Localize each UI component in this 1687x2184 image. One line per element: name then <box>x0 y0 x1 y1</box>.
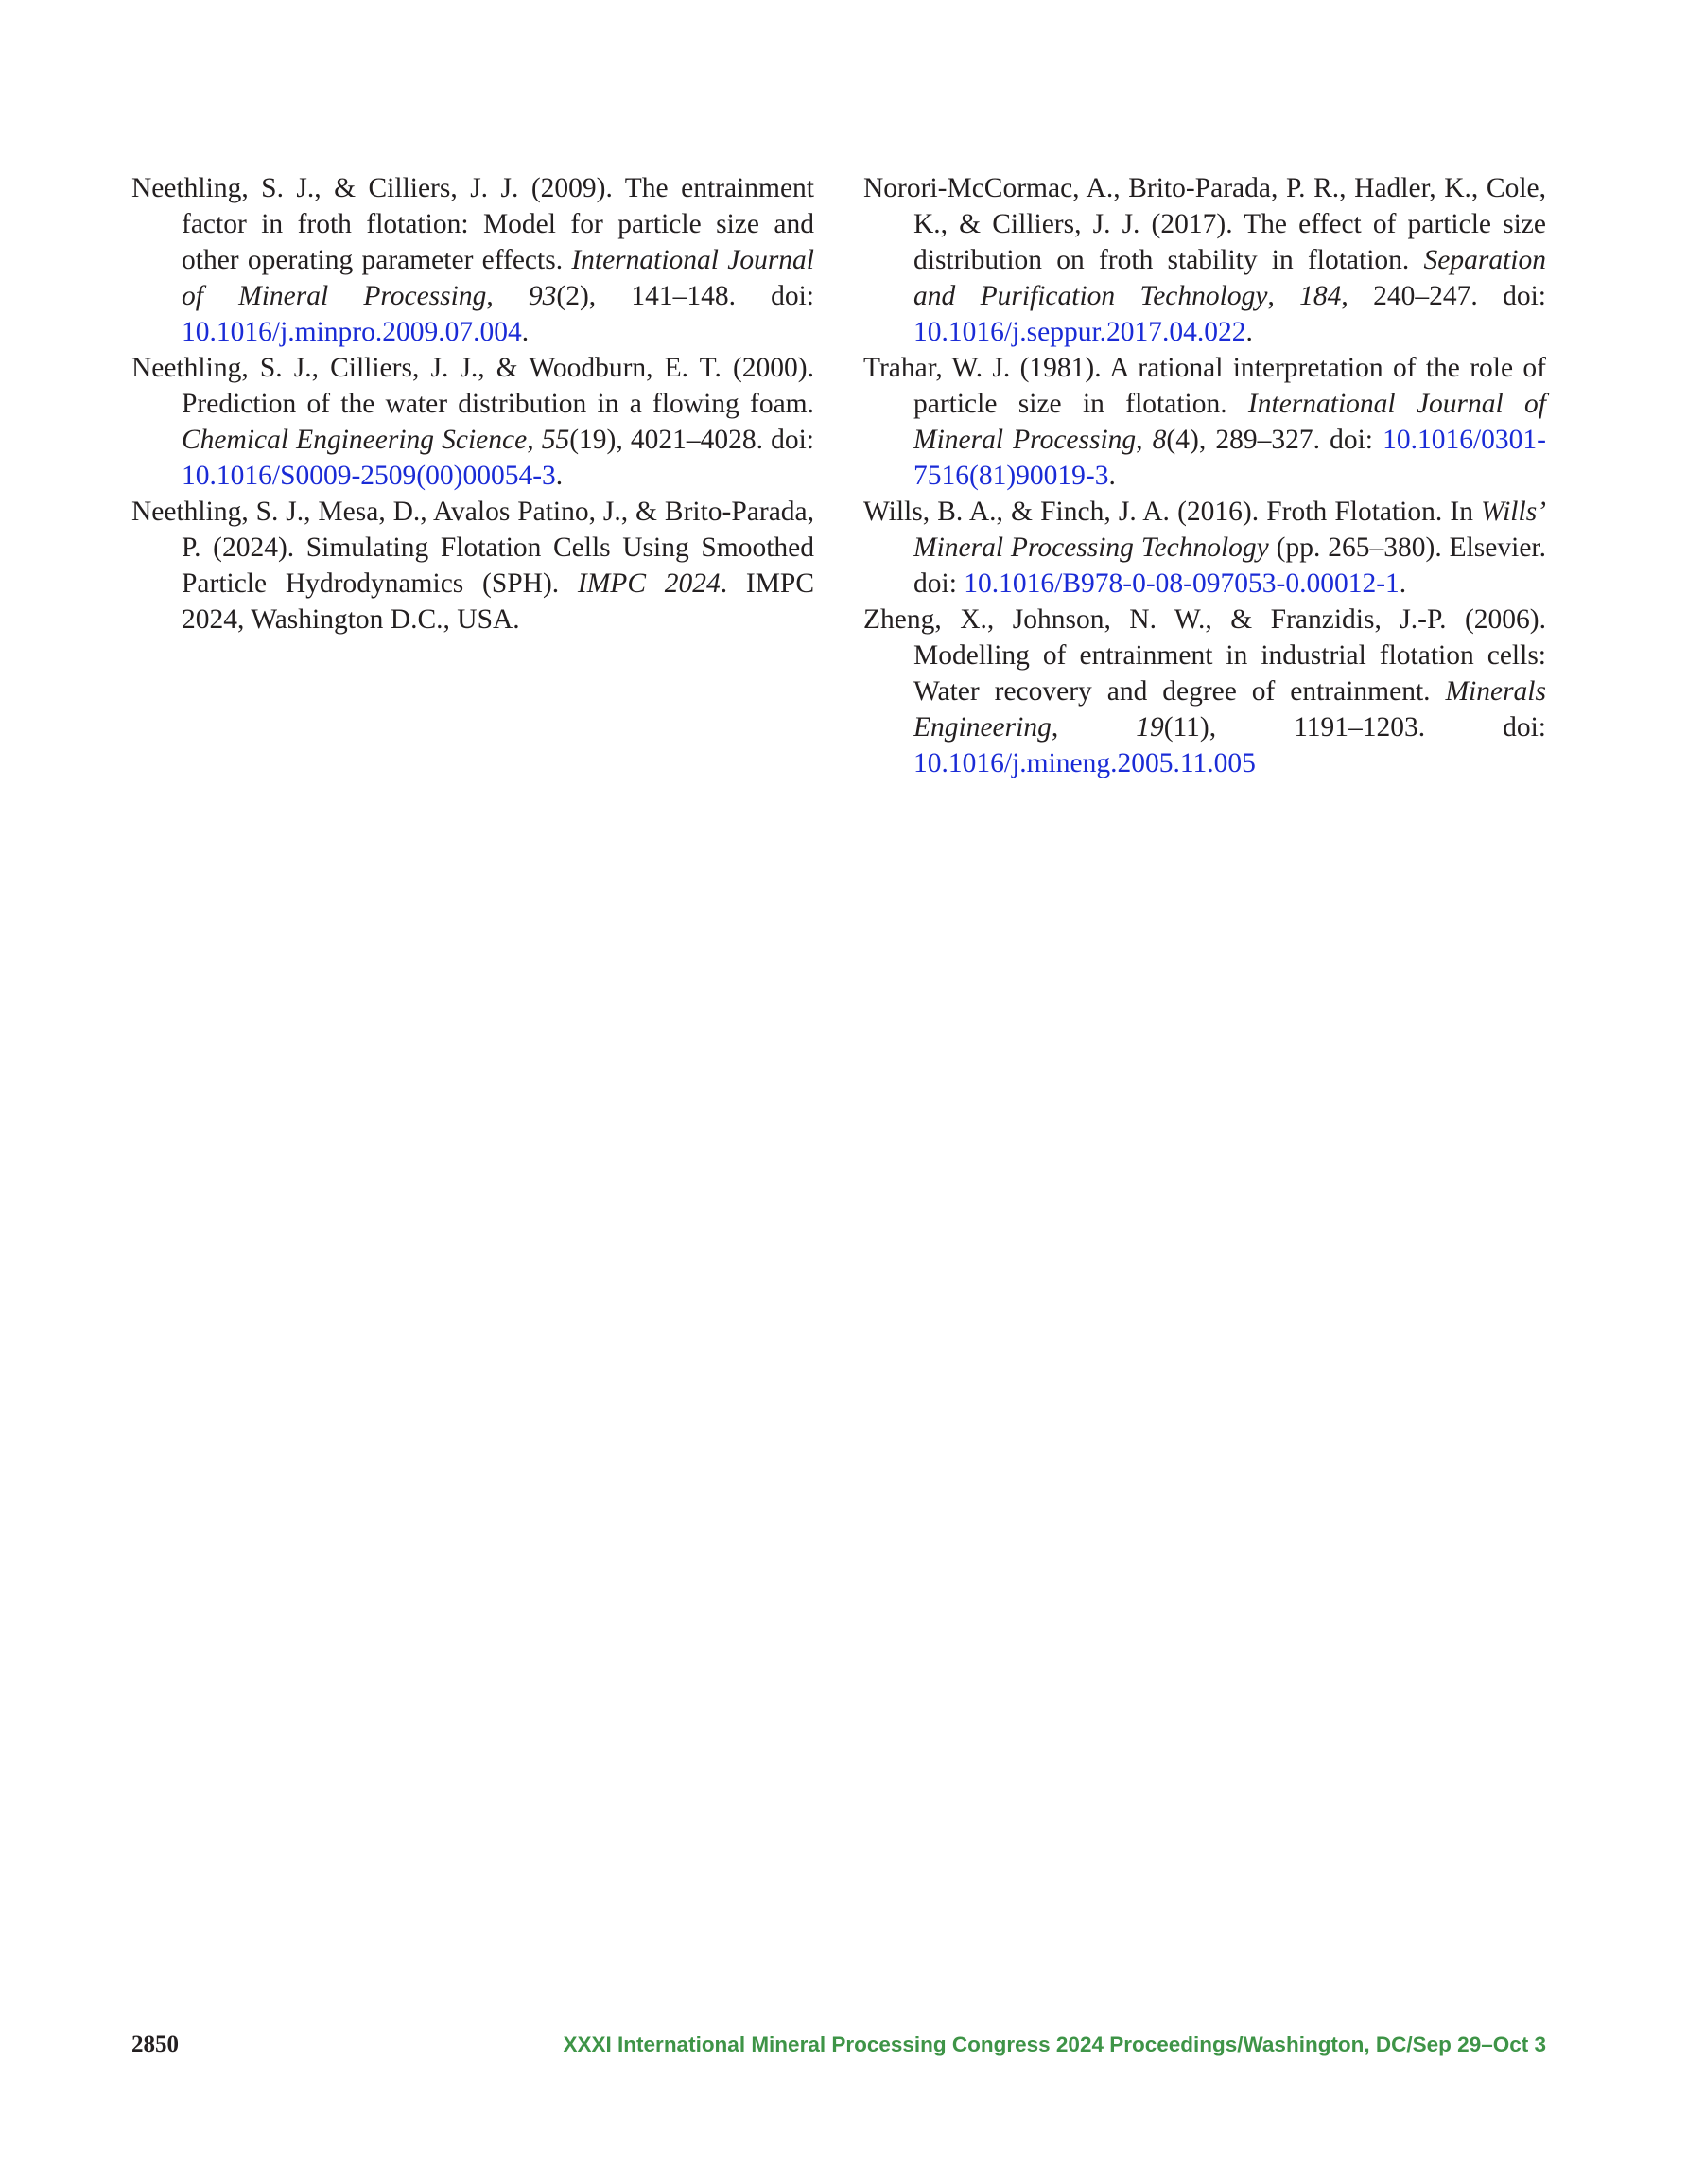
references-column-right <box>863 170 1546 781</box>
reference-volume: 93 <box>528 281 557 311</box>
reference-authors-title: Wills, B. A., & Finch, J. A. (2016). Froth Flotation. In <box>863 497 1482 527</box>
page-number: 2850 <box>131 2032 179 2057</box>
reference-volume: 8 <box>1152 425 1167 455</box>
reference-entry <box>131 170 814 350</box>
reference-pages: (pp. 265–380). Elsevier. doi: <box>913 533 1546 599</box>
reference-separator: , <box>486 281 529 311</box>
reference-end: . <box>555 461 564 491</box>
doi-link[interactable]: 10.1016/0301-7516(81)90019-3 <box>913 425 1546 491</box>
reference-journal: Separation and Purification Technology <box>913 245 1546 311</box>
reference-entry <box>131 350 814 494</box>
doi-link[interactable]: 10.1016/j.mineng.2005.11.005 <box>913 748 1256 778</box>
reference-pages: (2), 141–148. doi: <box>556 281 815 311</box>
reference-journal: International Journal of Mineral Processing <box>182 245 814 311</box>
reference-authors-title: Neethling, S. J., & Cilliers, J. J. (2009). The entrainment factor in froth flotation: Model for particle size and other operating parameter effects. <box>131 173 814 275</box>
reference-pages: , 240–247. doi: <box>1341 281 1546 311</box>
doi-link[interactable]: 10.1016/j.minpro.2009.07.004 <box>182 317 522 347</box>
reference-book-title: Wills’ Mineral Processing Technology <box>913 497 1546 563</box>
running-footer-title: XXXI International Mineral Processing Congress 2024 Proceedings/Washington, DC/Sep 29–Oct 3 <box>563 2033 1546 2056</box>
reference-end: . <box>1245 317 1253 347</box>
page-footer <box>131 2032 1546 2066</box>
reference-journal: IMPC 2024 <box>577 568 721 599</box>
reference-volume: 19 <box>1136 712 1164 743</box>
reference-authors-title: Norori-McCormac, A., Brito-Parada, P. R., Hadler, K., Cole, K., & Cilliers, J. J. (2017). The effect of particle size distribution on froth stability in flotation. <box>863 173 1546 275</box>
reference-separator: , <box>1267 281 1300 311</box>
reference-end: . <box>1108 461 1116 491</box>
reference-separator: , <box>1136 425 1153 455</box>
doi-link[interactable]: 10.1016/S0009-2509(00)00054-3 <box>182 461 556 491</box>
reference-journal: Chemical Engineering Science <box>182 425 528 455</box>
reference-pages: (19), 4021–4028. doi: <box>569 425 814 455</box>
reference-volume: 184 <box>1299 281 1342 311</box>
reference-volume: 55 <box>541 425 570 455</box>
reference-entry <box>131 494 814 638</box>
reference-separator: , <box>1051 712 1137 743</box>
reference-entry <box>863 350 1546 494</box>
reference-end: . <box>521 317 530 347</box>
reference-separator: , <box>527 425 542 455</box>
reference-authors-title: Neethling, S. J., Cilliers, J. J., & Woodburn, E. T. (2000). Prediction of the water distribution in a flowing foam. <box>131 353 814 419</box>
doi-link[interactable]: 10.1016/B978-0-08-097053-0.00012-1 <box>964 568 1400 599</box>
reference-end: . <box>1399 568 1407 599</box>
reference-authors-title: Trahar, W. J. (1981). A rational interpretation of the role of particle size in flotation. <box>863 353 1546 419</box>
reference-entry <box>863 494 1546 602</box>
reference-journal: International Journal of Mineral Processing <box>913 389 1546 455</box>
reference-entry <box>863 602 1546 781</box>
reference-pages: (11), 1191–1203. doi: <box>1163 712 1547 743</box>
reference-pages: (4), 289–327. doi: <box>1166 425 1383 455</box>
references-column-left <box>131 170 814 638</box>
reference-entry <box>863 170 1546 350</box>
reference-authors-title: Zheng, X., Johnson, N. W., & Franzidis, J.-P. (2006). Modelling of entrainment in industrial flotation cells: Water recovery and degree of entrainment. <box>863 604 1546 707</box>
doi-link[interactable]: 10.1016/j.seppur.2017.04.022 <box>913 317 1246 347</box>
reference-pages: . IMPC 2024, Washington D.C., USA. <box>182 568 815 635</box>
reference-journal: Minerals Engineering <box>913 676 1546 743</box>
reference-authors-title: Neethling, S. J., Mesa, D., Avalos Patino, J., & Brito-Parada, P. (2024). Simulating Flotation Cells Using Smoothed Particle Hydrodynamics (SPH). <box>131 497 814 599</box>
